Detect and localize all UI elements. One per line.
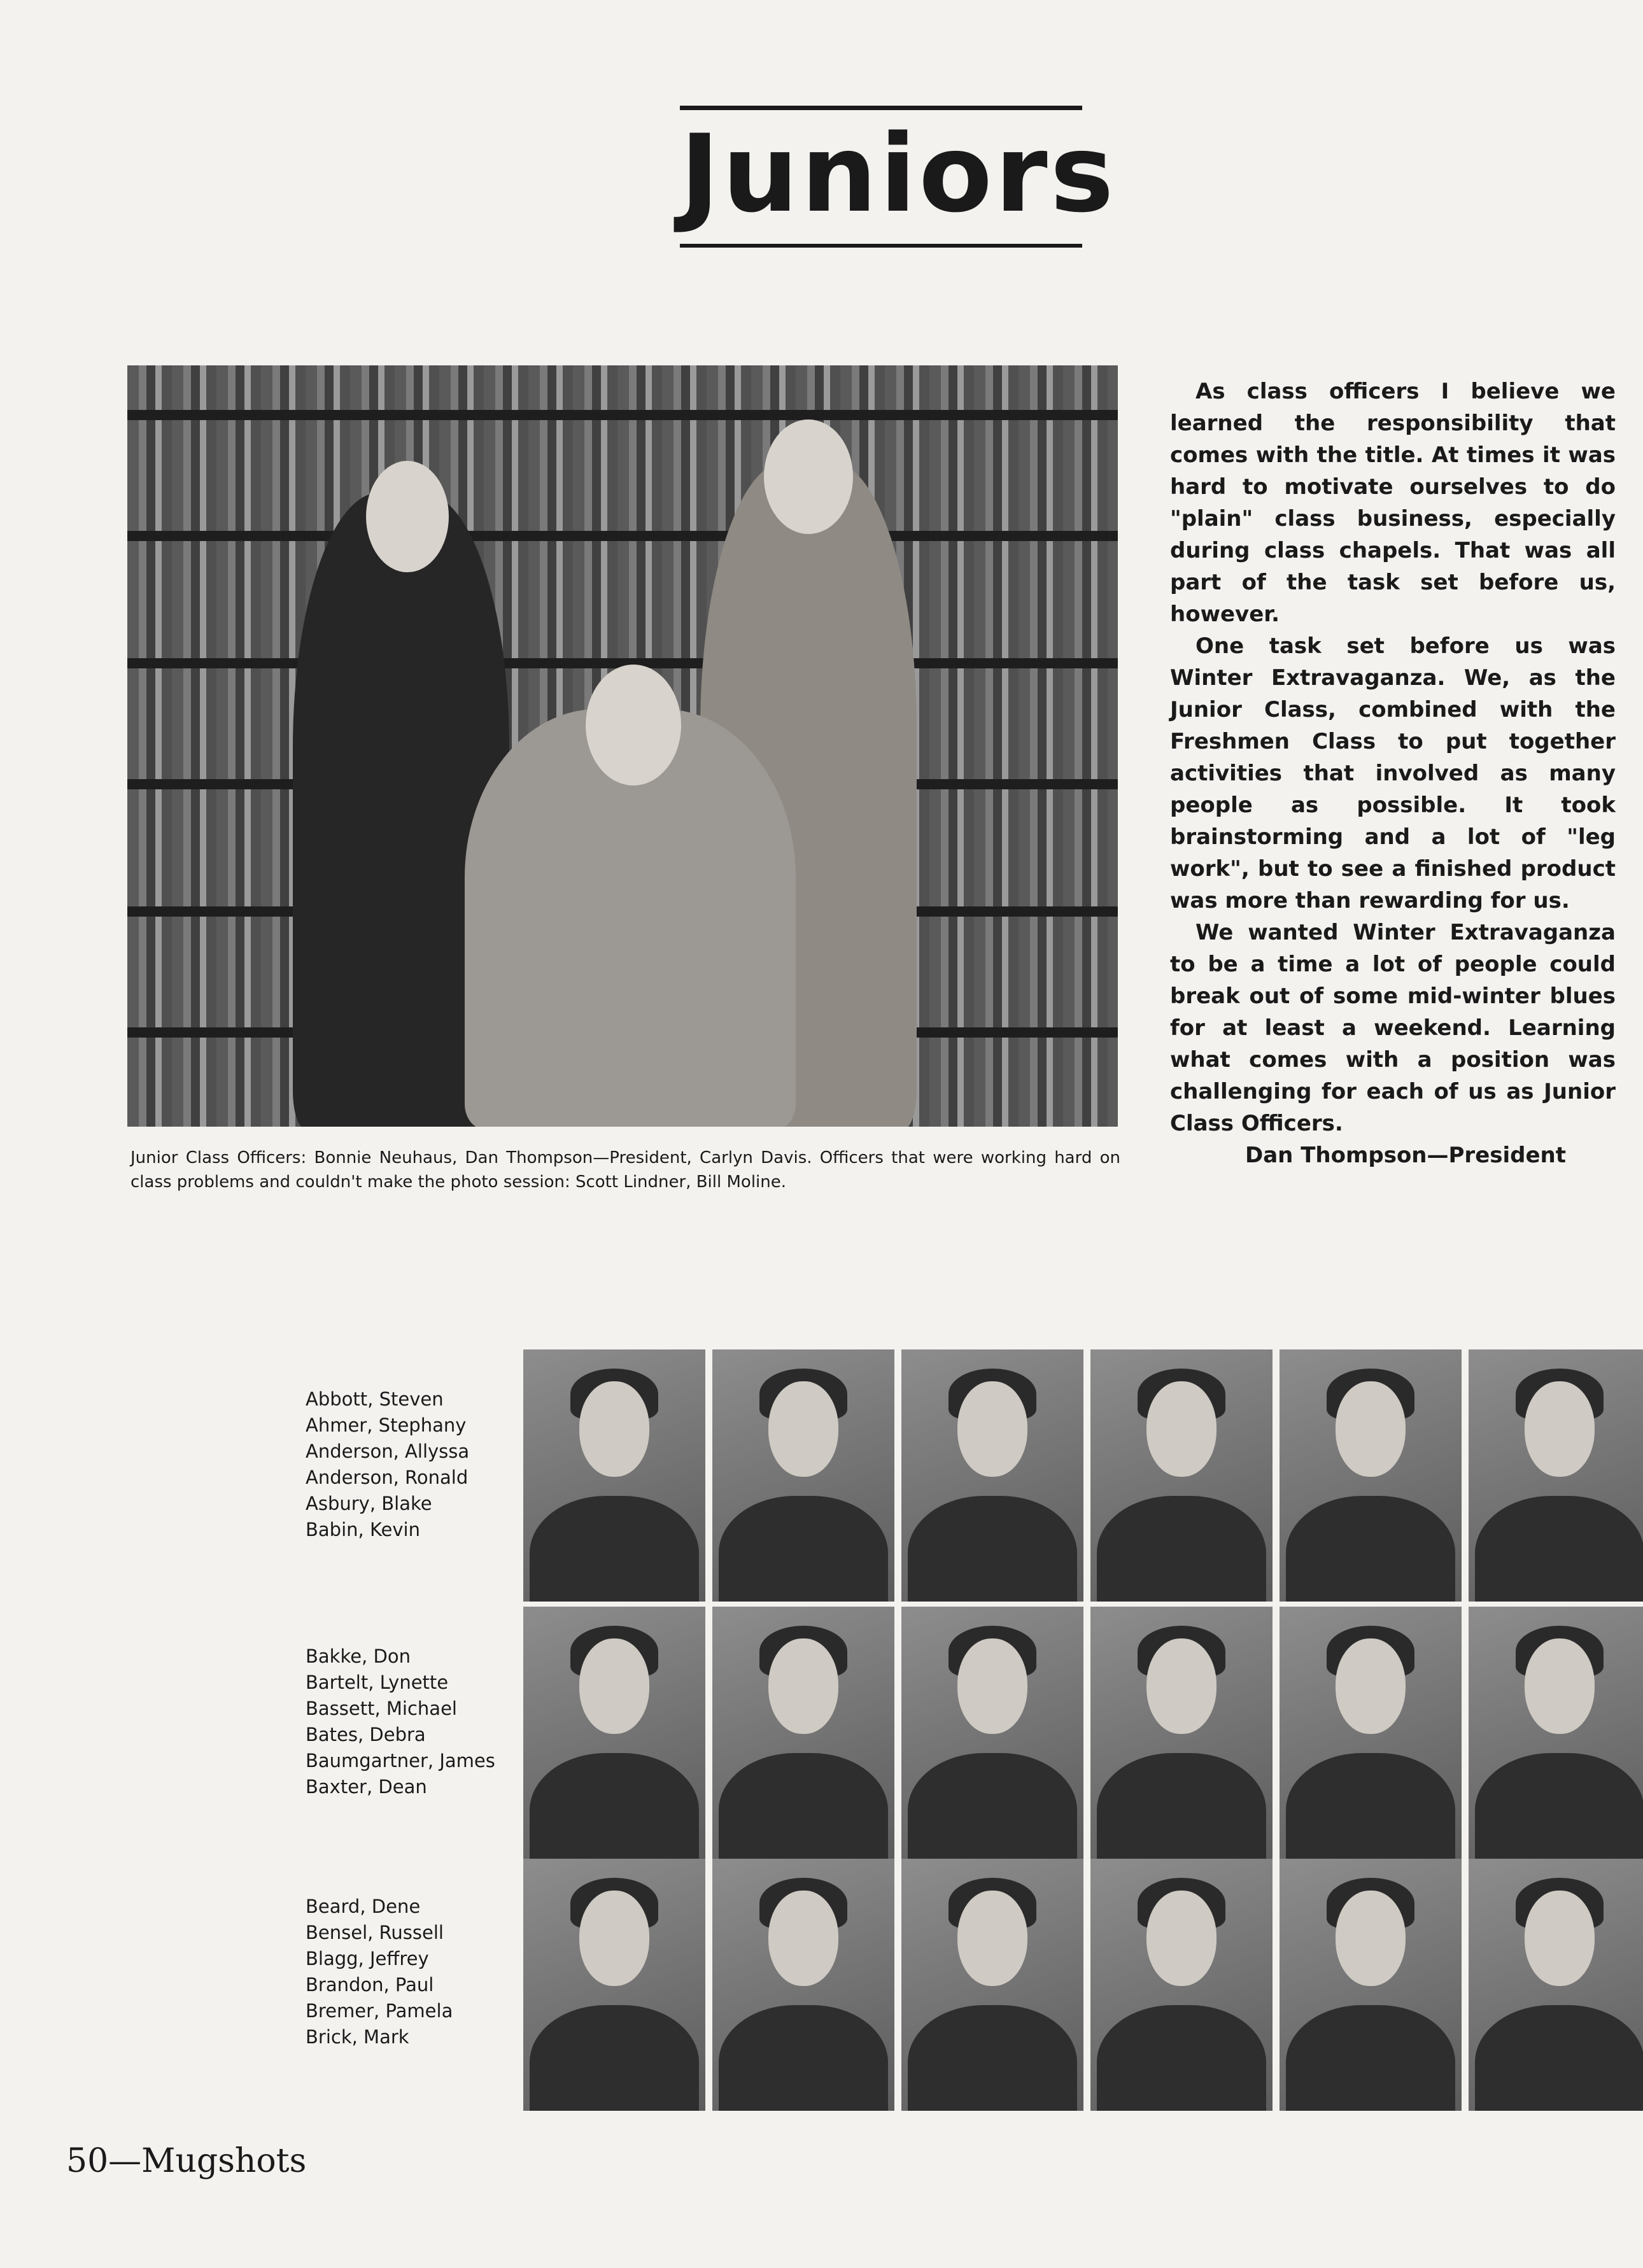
officers-photo (127, 365, 1118, 1127)
portrait-body (1475, 1496, 1643, 1602)
name-list-row-1 (306, 1386, 509, 1543)
student-portrait (901, 1859, 1083, 2111)
page-folio: 50—Mugshots (66, 2142, 307, 2180)
student-portrait (523, 1859, 705, 2111)
student-name: Abbott, Steven (306, 1388, 444, 1410)
portrait-body (908, 1753, 1077, 1859)
portrait-body (908, 1496, 1077, 1602)
student-portrait (1090, 1859, 1273, 2111)
officer-face (586, 665, 681, 785)
portrait-body (1286, 1496, 1455, 1602)
student-name: Bates, Debra (306, 1724, 426, 1745)
student-name: Asbury, Blake (306, 1493, 432, 1514)
student-name: Bassett, Michael (306, 1698, 457, 1719)
name-list-row-2 (306, 1644, 509, 1800)
portrait-body (1097, 2005, 1266, 2111)
student-name: Babin, Kevin (306, 1519, 420, 1540)
student-portrait (712, 1349, 894, 1602)
student-name: Bakke, Don (306, 1645, 411, 1667)
portrait-body (1097, 1753, 1266, 1859)
portrait-face (1146, 1381, 1216, 1477)
portrait-body (1475, 2005, 1643, 2111)
student-name: Anderson, Allyssa (306, 1440, 470, 1462)
student-name: Baxter, Dean (306, 1776, 427, 1798)
portrait-body (1097, 1496, 1266, 1602)
portrait-body (719, 2005, 888, 2111)
student-portrait (1090, 1607, 1273, 1859)
student-name: Bensel, Russell (306, 1922, 444, 1943)
portrait-face (579, 1381, 649, 1477)
student-name: Blagg, Jeffrey (306, 1948, 429, 1969)
portrait-body (908, 2005, 1077, 2111)
portrait-face (1146, 1891, 1216, 1986)
portrait-face (957, 1891, 1027, 1986)
student-name: Bartelt, Lynette (306, 1672, 449, 1693)
student-portrait (712, 1607, 894, 1859)
student-name: Brandon, Paul (306, 1974, 434, 1996)
portrait-face (1336, 1638, 1406, 1734)
student-name: Baumgartner, James (306, 1750, 495, 1771)
portrait-face (957, 1638, 1027, 1734)
student-portrait (523, 1607, 705, 1859)
student-portrait (1280, 1859, 1462, 2111)
student-portrait (901, 1607, 1083, 1859)
photo-caption: Junior Class Officers: Bonnie Neuhaus, Dan Thompson—President, Carlyn Davis. Officers that were working hard on class problems and couldn't make the photo session: Scott Lindner, Bill Moline. (130, 1148, 1120, 1192)
portrait-face (1525, 1638, 1595, 1734)
name-list-row-3 (306, 1894, 509, 2050)
portrait-face (1336, 1891, 1406, 1986)
student-name: Bremer, Pamela (306, 2000, 453, 2022)
page-title-block (680, 106, 1117, 248)
story-signature: Dan Thompson—President (1245, 1143, 1567, 1168)
student-portrait (1469, 1607, 1643, 1859)
portrait-body (530, 1496, 699, 1602)
story-paragraph: One task set before us was Winter Extravaganza. We, as the Junior Class, combined with the Freshmen Class to put together activities that involved as many people as possible. It took brainstorming and a lot of "leg work", but to see a finished product was more than rewarding for us. (1170, 633, 1616, 913)
portrait-body (530, 2005, 699, 2111)
portrait-face (768, 1381, 838, 1477)
student-name: Brick, Mark (306, 2026, 409, 2048)
shelf (127, 410, 1118, 420)
student-portrait (901, 1349, 1083, 1602)
student-portrait (712, 1859, 894, 2111)
student-name: Ahmer, Stephany (306, 1414, 467, 1436)
portrait-body (530, 1753, 699, 1859)
student-portrait (1469, 1349, 1643, 1602)
portrait-face (1336, 1381, 1406, 1477)
portrait-face (1525, 1381, 1595, 1477)
student-portrait (523, 1349, 705, 1602)
portrait-body (1286, 2005, 1455, 2111)
student-name: Anderson, Ronald (306, 1467, 469, 1488)
story-paragraph: We wanted Winter Extravaganza to be a time a lot of people could break out of some mid-winter blues for at least a weekend. Learning what comes with a position was challenging for each of us as Junior Class Officers. (1170, 920, 1616, 1136)
portrait-face (1525, 1891, 1595, 1986)
portrait-face (579, 1638, 649, 1734)
page-title: Juniors (680, 111, 1117, 236)
portrait-body (719, 1753, 888, 1859)
portrait-face (957, 1381, 1027, 1477)
portrait-face (579, 1891, 649, 1986)
shelf (127, 531, 1118, 541)
portrait-body (1475, 1753, 1643, 1859)
portrait-body (719, 1496, 888, 1602)
portrait-face (1146, 1638, 1216, 1734)
portrait-body (1286, 1753, 1455, 1859)
officer-face (366, 461, 449, 572)
portrait-face (768, 1638, 838, 1734)
officer-face (764, 419, 853, 534)
student-portrait (1280, 1607, 1462, 1859)
student-portrait (1469, 1859, 1643, 2111)
student-portrait (1280, 1349, 1462, 1602)
student-name: Beard, Dene (306, 1896, 421, 1917)
officers-message (1170, 376, 1616, 1171)
portrait-face (768, 1891, 838, 1986)
story-paragraph: As class officers I believe we learned the responsibility that comes with the title. At times it was hard to motivate ourselves to do "plain" class business, especially during class chapels. That was all part of the task set before us, however. (1170, 379, 1616, 627)
student-portrait (1090, 1349, 1273, 1602)
